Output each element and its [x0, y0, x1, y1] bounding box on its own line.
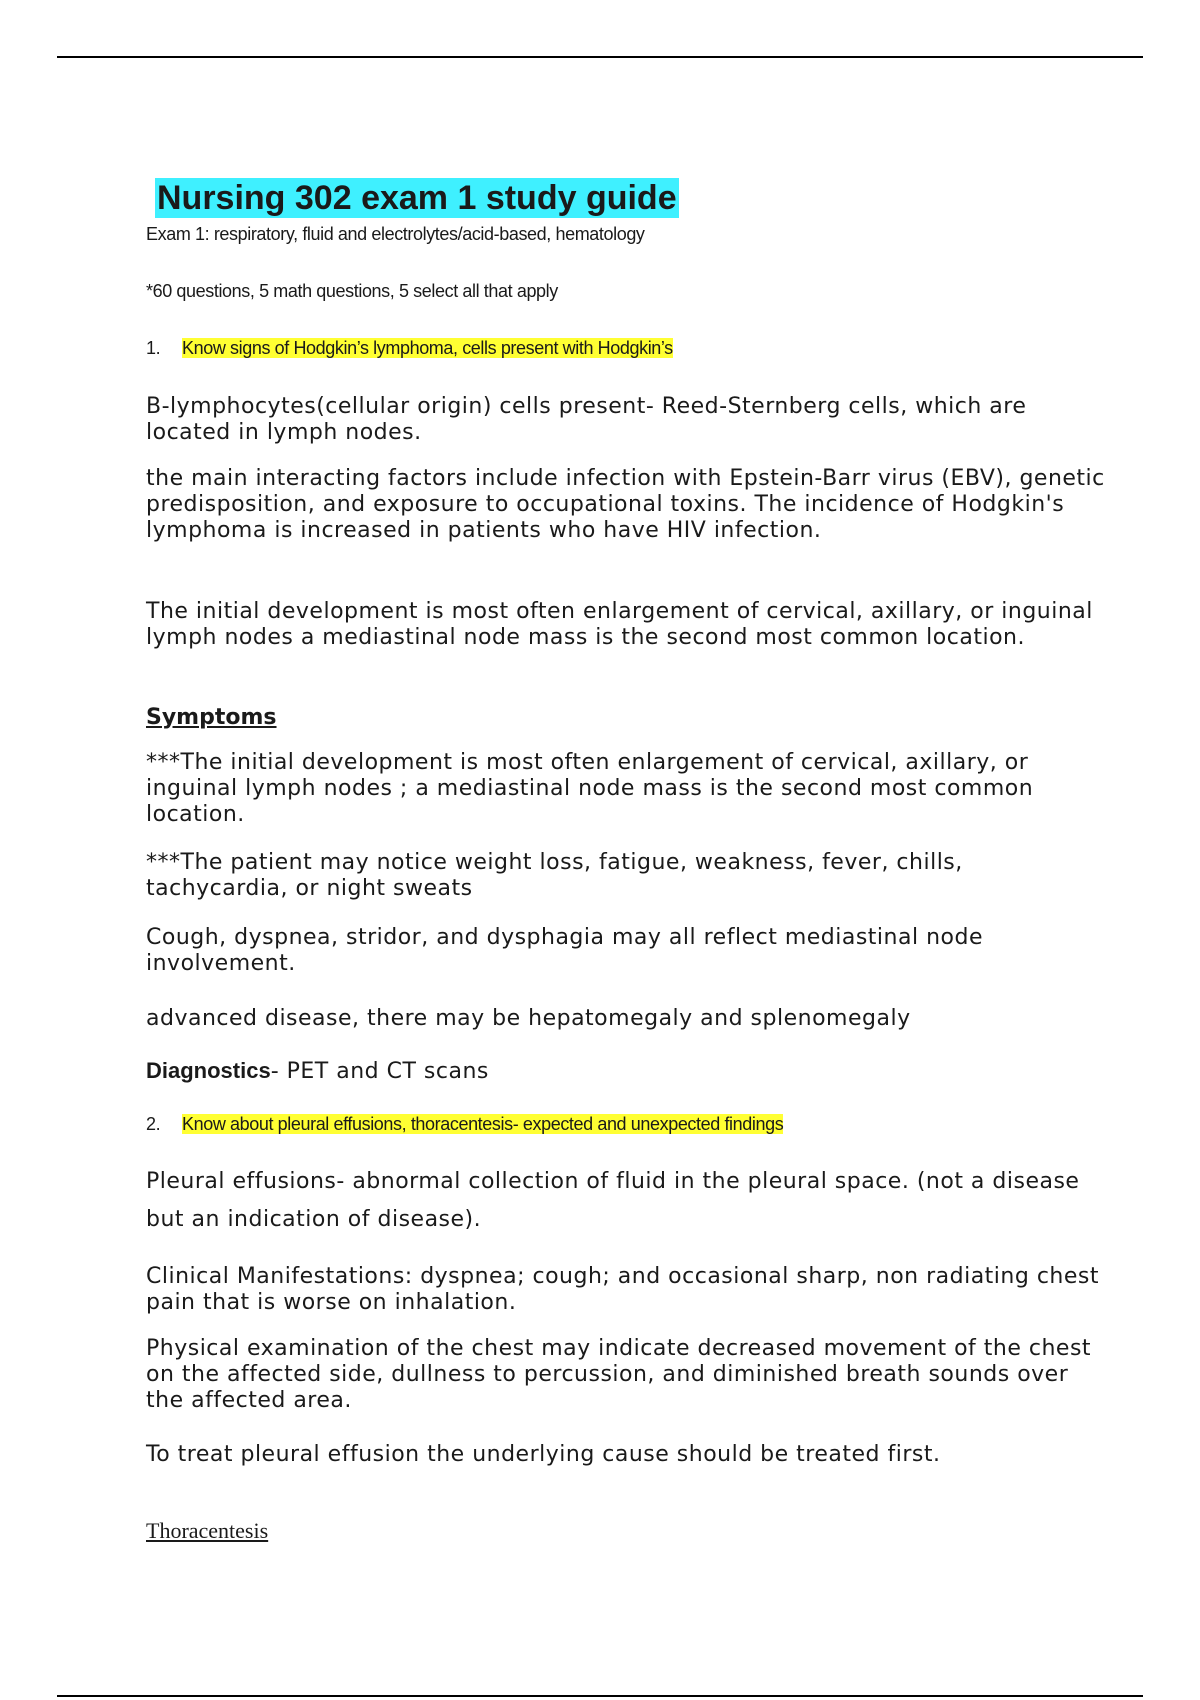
q1-paragraph: the main interacting factors include infection with Epstein-Barr virus (EBV), genetic predisposition, and exposure to occupational toxins. The incidence of Hodgkin's lymphoma is increased in patients who have HIV infection.	[146, 466, 1105, 543]
exam-subtitle: Exam 1: respiratory, fluid and electrolytes/acid-based, hematology	[146, 224, 645, 244]
exam-note: *60 questions, 5 math questions, 5 select all that apply	[146, 281, 558, 301]
symptom-paragraph: Cough, dyspnea, stridor, and dysphagia may all reflect mediastinal node involvement.	[146, 925, 983, 976]
top-rule	[57, 56, 1143, 58]
q1-paragraph: The initial development is most often enlargement of cervical, axillary, or inguinal lymph nodes a mediastinal node mass is the second most common location.	[146, 599, 1093, 650]
bottom-rule	[57, 1695, 1143, 1697]
q2-paragraph: Physical examination of the chest may indicate decreased movement of the chest on the affected side, dullness to percussion, and diminished breath sounds over the affected area.	[146, 1336, 1092, 1413]
question-2	[146, 1114, 783, 1135]
question-1	[146, 338, 673, 359]
symptom-paragraph: ***The initial development is most often enlargement of cervical, axillary, or inguinal lymph nodes ; a mediastinal node mass is the second most common location.	[146, 750, 1034, 827]
question-2-text: Know about pleural effusions, thoracentesis- expected and unexpected findings	[182, 1114, 784, 1134]
diagnostics-label: Diagnostics	[146, 1058, 271, 1083]
question-1-text: Know signs of Hodgkin’s lymphoma, cells present with Hodgkin’s	[182, 338, 673, 358]
symptom-paragraph: ***The patient may notice weight loss, fatigue, weakness, fever, chills, tachycardia, or night sweats	[146, 850, 963, 901]
question-2-number: 2.	[146, 1114, 161, 1134]
q2-paragraph: Pleural effusions- abnormal collection of fluid in the pleural space. (not a disease but an indication of disease).	[146, 1169, 1080, 1232]
diagnostics-line	[146, 1058, 1106, 1085]
page-title: Nursing 302 exam 1 study guide	[157, 179, 677, 217]
symptoms-heading: Symptoms	[146, 705, 277, 730]
q2-paragraph: To treat pleural effusion the underlying cause should be treated first.	[146, 1442, 941, 1467]
thoracentesis-heading: Thoracentesis	[146, 1518, 269, 1543]
q2-paragraph: Clinical Manifestations: dyspnea; cough; and occasional sharp, non radiating chest pain that is worse on inhalation.	[146, 1264, 1099, 1315]
symptom-paragraph: advanced disease, there may be hepatomegaly and splenomegaly	[146, 1006, 911, 1031]
question-1-number: 1.	[146, 338, 161, 358]
diagnostics-text: - PET and CT scans	[270, 1059, 489, 1084]
q1-paragraph: B-lymphocytes(cellular origin) cells present- Reed-Sternberg cells, which are located in lymph nodes.	[146, 394, 1027, 445]
